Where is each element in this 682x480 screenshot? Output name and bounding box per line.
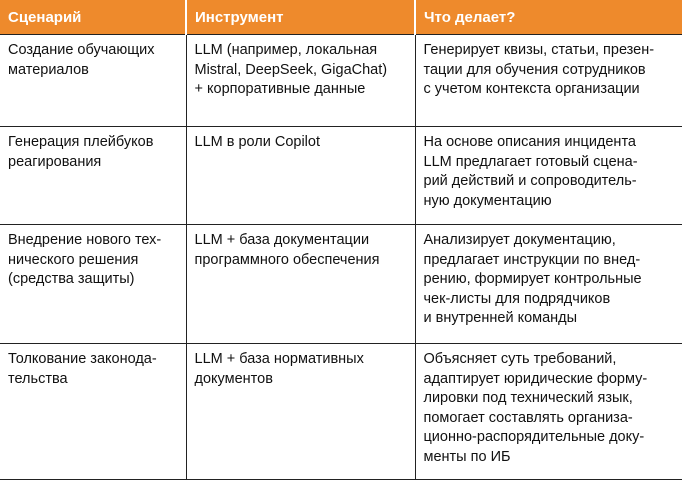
table-row xyxy=(0,225,682,344)
table-row xyxy=(0,35,682,127)
cell-action: Объясняет суть требований, адаптирует юридические форму- лировки под технический язык, помогает составлять организа- ционно-распорядительные доку- менты по ИБ xyxy=(415,344,682,480)
header-scenario: Сценарий xyxy=(0,0,186,35)
header-action: Что делает? xyxy=(415,0,682,35)
cell-tool: LLM в роли Copilot xyxy=(186,127,415,225)
cell-scenario: Внедрение нового тех- нического решения (средства защиты) xyxy=(0,225,186,344)
cell-action: Генерирует квизы, статьи, презен- тации для обучения сотрудников с учетом контекста организации xyxy=(415,35,682,127)
cell-scenario: Создание обучающих материалов xyxy=(0,35,186,127)
cell-action: На основе описания инцидента LLM предлагает готовый сценa- рий действий и сопроводитель- ную документацию xyxy=(415,127,682,225)
cell-scenario: Генерация плейбуков реагирования xyxy=(0,127,186,225)
table-row xyxy=(0,127,682,225)
header-tool: Инструмент xyxy=(186,0,415,35)
table-row xyxy=(0,344,682,480)
cell-tool: LLM (например, локальная Mistral, DeepSeek, GigaChat) + корпоративные данные xyxy=(186,35,415,127)
table-header-row xyxy=(0,0,682,35)
cell-scenario: Толкование законода- тельства xyxy=(0,344,186,480)
cell-tool: LLM + база документации программного обеспечения xyxy=(186,225,415,344)
cell-tool: LLM + база нормативных документов xyxy=(186,344,415,480)
cell-action: Анализирует документацию, предлагает инструкции по внед- рению, формирует контрольные чек-листы для подрядчиков и внутренней команды xyxy=(415,225,682,344)
